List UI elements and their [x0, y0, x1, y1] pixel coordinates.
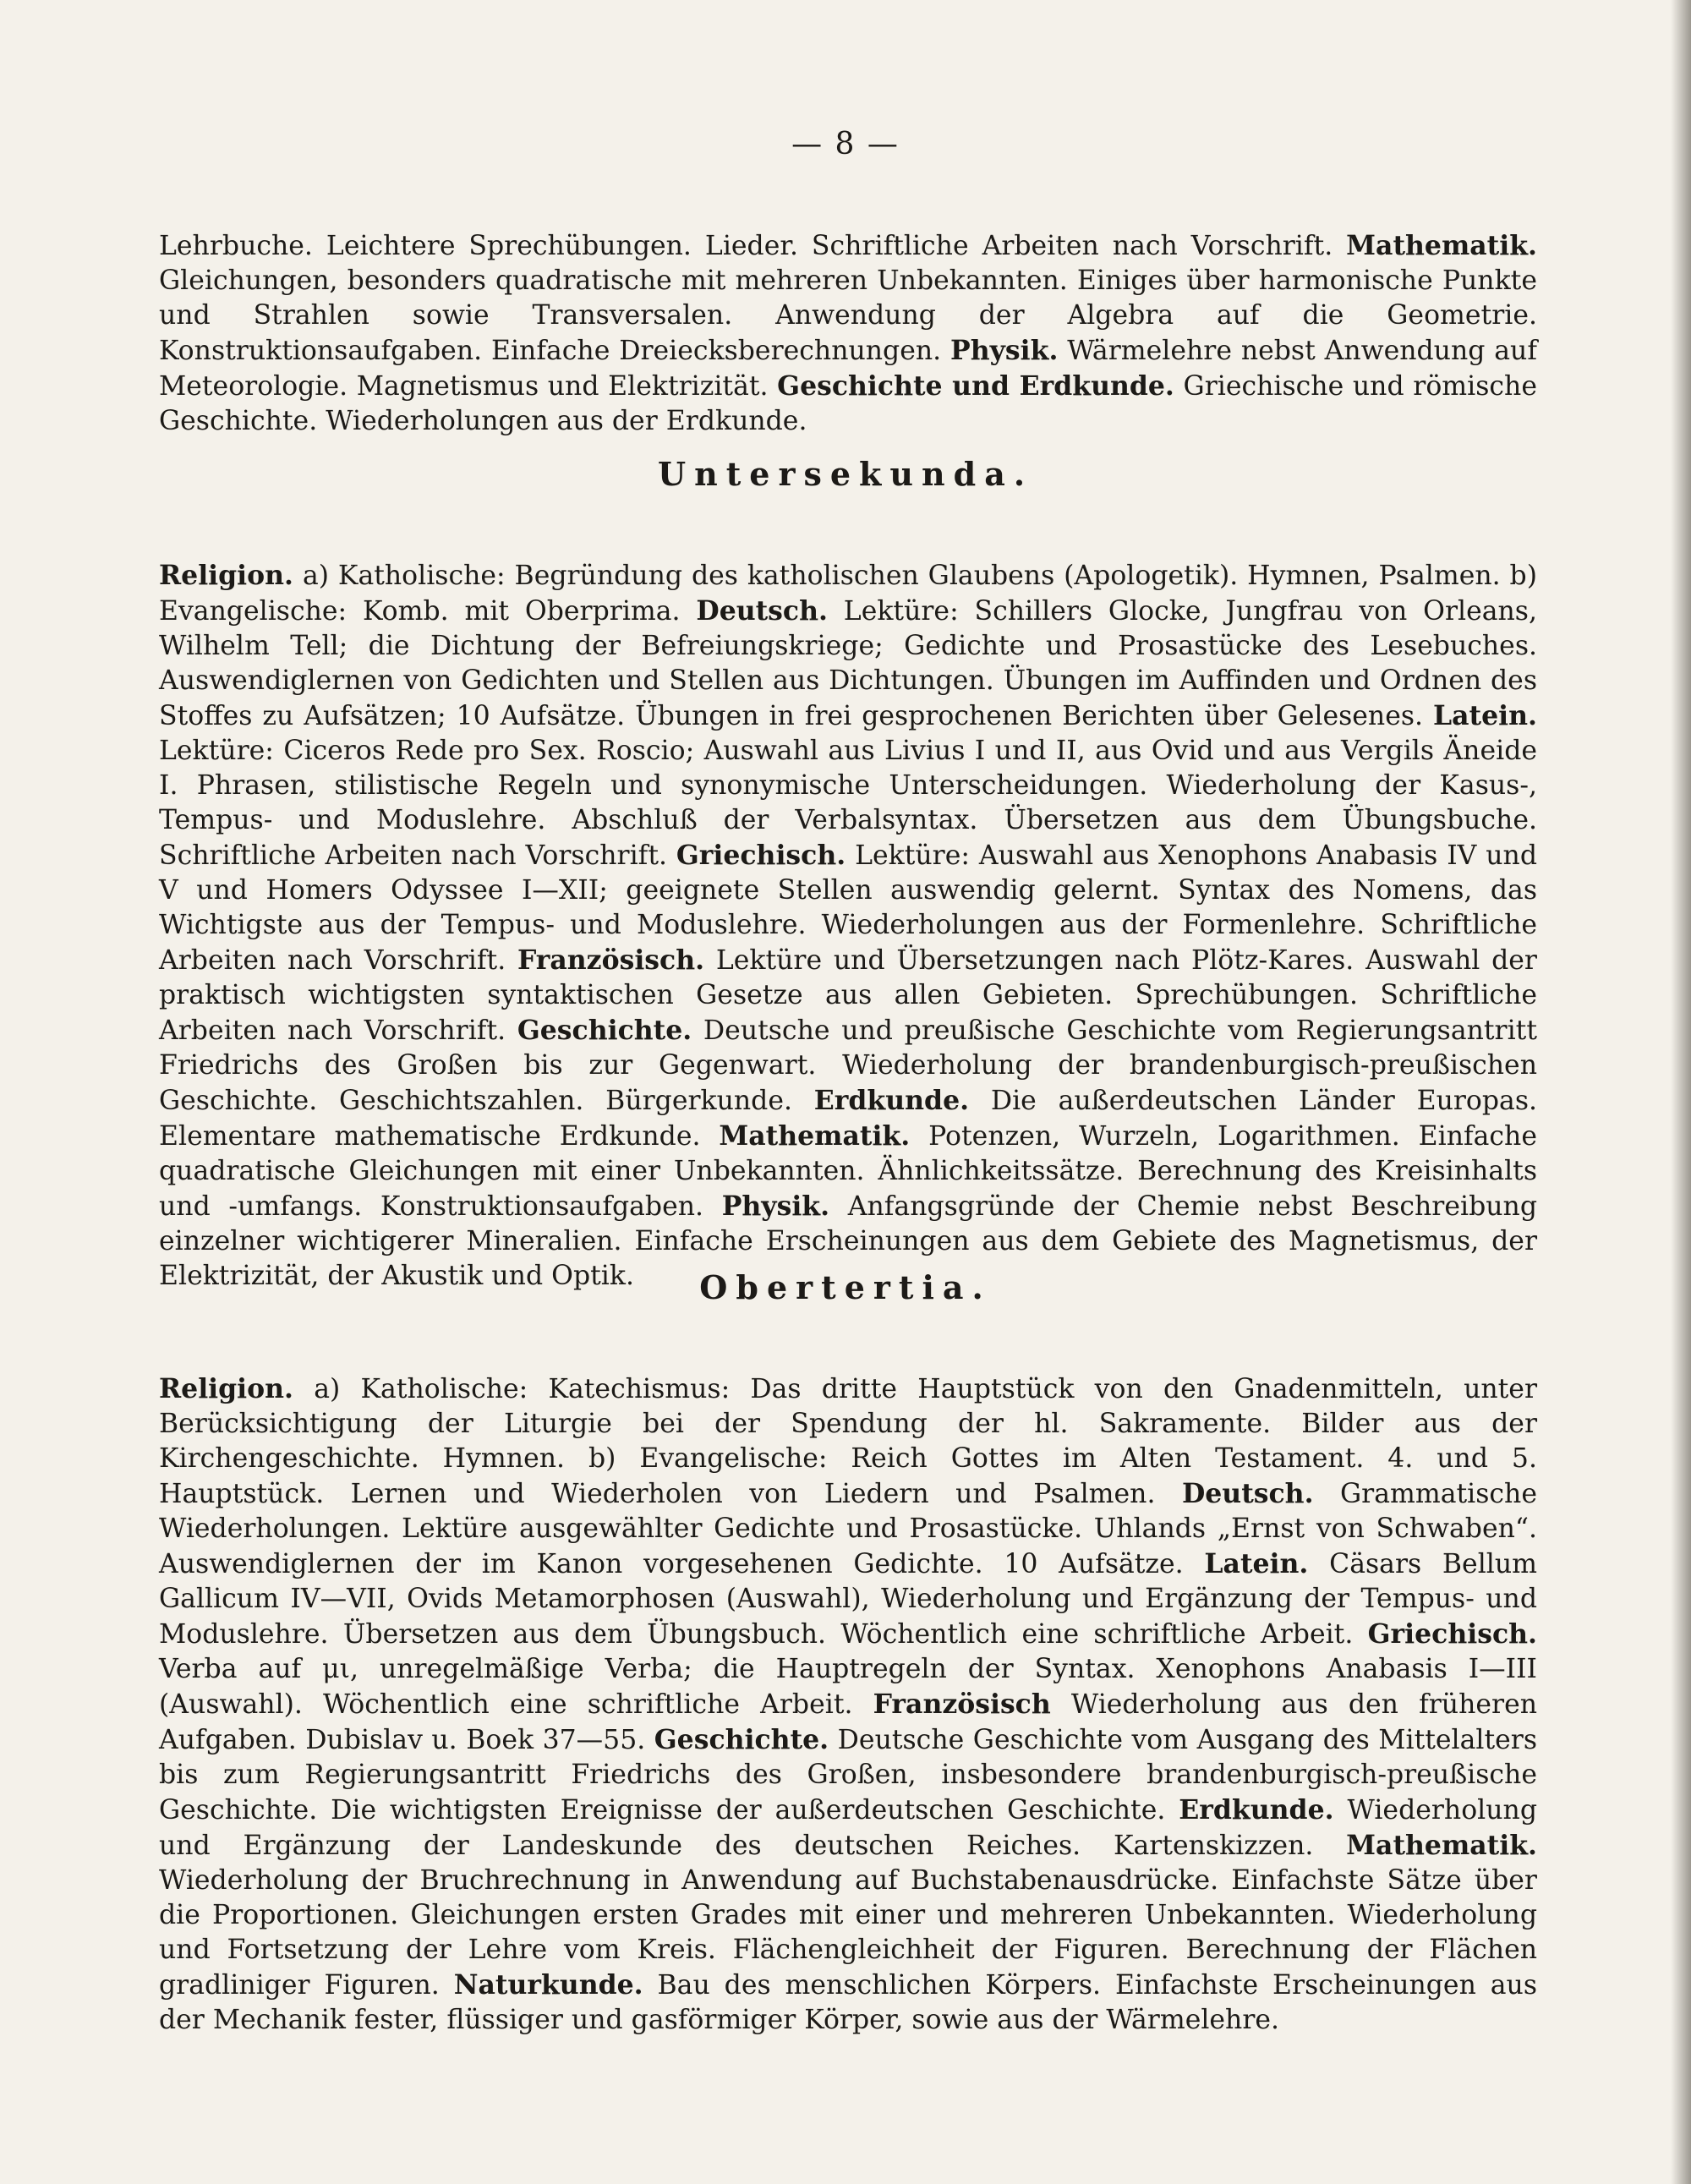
- subject-keyword: Religion.: [159, 1372, 294, 1404]
- text-run: Griechische und römische Geschichte. Wiederholungen aus der Erdkunde.: [159, 370, 1537, 436]
- subject-keyword: Französisch.: [517, 944, 705, 976]
- text-run: Bau des menschlichen Körpers. Einfachste Erscheinungen aus der Mechanik fester, flüssiger und gasförmiger Körper, sowie aus der Wärmelehre.: [159, 1969, 1537, 2035]
- text-run: Lektüre: Ciceros Rede pro Sex. Roscio; Auswahl aus Livius I und II, aus Ovid und aus Vergils Äneide I. Phrasen, stilistische Regeln und synonymische Unterscheidungen. Wiederholung der Kasus-, Tempus- und Moduslehre. Abschluß der Verbalsyntax. Übersetzen aus dem Übungsbuche. Schriftliche Arbeiten nach Vorschrift.: [159, 735, 1537, 871]
- subject-keyword: Französisch: [873, 1688, 1051, 1720]
- subject-keyword: Mathematik.: [1346, 229, 1537, 261]
- text-run: Anfangsgründe der Chemie nebst Beschreibung einzelner wichtigerer Mineralien. Einfache Erscheinungen aus dem Gebiete des Magnetismus, der Elektrizität, der Akustik und Optik.: [159, 1191, 1537, 1291]
- text-run: Lektüre: Schillers Glocke, Jungfrau von Orleans, Wilhelm Tell; die Dichtung der Befreiungskriege; Gedichte und Prosastücke des Lesebuches. Auswendiglernen von Gedichten und Stellen aus Dichtungen. Übungen im Auffinden und Ordnen des Stoffes zu Aufsätzen; 10 Aufsätze. Übungen in frei gesprochenen Berichten über Gelesenes.: [159, 595, 1537, 731]
- subject-keyword: Latein.: [1204, 1547, 1309, 1579]
- text-run: Cäsars Bellum Gallicum IV—VII, Ovids Metamorphosen (Auswahl), Wiederholung und Ergänzung der Tempus- und Moduslehre. Übersetzen aus dem Übungsbuch. Wöchentlich eine schriftliche Arbeit.: [159, 1548, 1537, 1650]
- subject-keyword: Mathematik.: [719, 1119, 911, 1152]
- text-run: Wiederholung aus den früheren Aufgaben. Dubislav u. Boek 37—55.: [159, 1689, 1538, 1755]
- intro-paragraph: [159, 228, 1537, 439]
- text-run: Lektüre: Auswahl aus Xenophons Anabasis IV und V und Homers Odyssee I—XII; geeignete Stellen auswendig gelernt. Syntax des Nomens, das Wichtigste aus der Tempus- und Moduslehre. Wiederholungen aus der Formenlehre. Schriftliche Arbeiten nach Vorschrift.: [159, 840, 1537, 976]
- subject-keyword: Physik.: [721, 1190, 830, 1222]
- text-run: Wärmelehre nebst Anwendung auf Meteorologie. Magnetismus und Elektrizität.: [159, 335, 1538, 402]
- subject-keyword: Physik.: [950, 334, 1059, 366]
- section-heading-obertertia: Obertertia.: [699, 1268, 992, 1306]
- text-run: Wiederholung und Ergänzung der Landeskunde des deutschen Reiches. Kartenskizzen.: [159, 1794, 1537, 1861]
- subject-keyword: Griechisch.: [1367, 1617, 1537, 1650]
- subject-keyword: Mathematik.: [1346, 1829, 1537, 1861]
- text-run: Deutsche und preußische Geschichte vom Regierungsantritt Friedrichs des Großen bis zur Gegenwart. Wiederholung der brandenburgisch-preußischen Geschichte. Geschichtszahlen. Bürgerkunde.: [159, 1015, 1538, 1116]
- text-run: Die außerdeutschen Länder Europas. Elementare mathematische Erdkunde.: [159, 1085, 1537, 1152]
- text-run: Deutsche Geschichte vom Ausgang des Mittelalters bis zum Regierungsantritt Friedrichs des Großen, insbesondere brandenburgisch-preußische Geschichte. Die wichtigsten Ereignisse der außerdeutschen Geschichte.: [159, 1724, 1538, 1825]
- subject-keyword: Geschichte und Erdkunde.: [777, 369, 1174, 402]
- text-run: a) Katholische: Katechismus: Das dritte Hauptstück von den Gnadenmitteln, unter Berücksichtigung der Liturgie bei der Spendung der hl. Sakramente. Bilder aus der Kirchengeschichte. Hymnen. b) Evangelische: Reich Gottes im Alten Testament. 4. und 5. Hauptstück. Lernen und Wiederholen von Liedern und Psalmen.: [159, 1373, 1537, 1509]
- subject-keyword: Naturkunde.: [453, 1968, 643, 2001]
- subject-keyword: Religion.: [159, 559, 294, 591]
- text-run: Potenzen, Wurzeln, Logarithmen. Einfache quadratische Gleichungen mit einer Unbekannten. Ähnlichkeitssätze. Berechnung des Kreisinhalts und -umfangs. Konstruktionsaufgaben.: [159, 1120, 1537, 1222]
- text-run: a) Katholische: Begründung des katholischen Glaubens (Apologetik). Hymnen, Psalmen. b) Evangelische: Komb. mit Oberprima.: [159, 560, 1537, 627]
- page-binding-edge: [1671, 0, 1691, 2184]
- section-body-untersekunda: [159, 558, 1537, 1294]
- section-heading-untersekunda: Untersekunda.: [657, 455, 1034, 493]
- text-run: Lektüre und Übersetzungen nach Plötz-Kares. Auswahl der praktisch wichtigsten syntaktischen Gesetze aus allen Gebieten. Sprechübungen. Schriftliche Arbeiten nach Vorschrift.: [159, 944, 1537, 1046]
- subject-keyword: Deutsch.: [1181, 1477, 1314, 1509]
- page-number: — 8 —: [791, 127, 900, 161]
- subject-keyword: Geschichte.: [517, 1014, 692, 1046]
- text-run: Verba auf μι, unregelmäßige Verba; die Hauptregeln der Syntax. Xenophons Anabasis I—III (Auswahl). Wöchentlich eine schriftliche Arbeit.: [159, 1653, 1537, 1720]
- subject-keyword: Erdkunde.: [1179, 1793, 1334, 1825]
- subject-keyword: Erdkunde.: [813, 1084, 970, 1116]
- text-run: Grammatische Wiederholungen. Lektüre ausgewählter Gedichte und Prosastücke. Uhlands „Ernst von Schwaben“. Auswendiglernen der im Kanon vorgesehenen Gedichte. 10 Aufsätze.: [159, 1478, 1537, 1579]
- subject-keyword: Griechisch.: [676, 839, 846, 871]
- text-run: Wiederholung der Bruchrechnung in Anwendung auf Buchstabenausdrücke. Einfachste Sätze über die Proportionen. Gleichungen ersten Grades mit einer und mehreren Unbekannten. Wiederholung und Fortsetzung der Lehre vom Kreis. Flächengleichheit der Figuren. Berechnung der Flächen gradliniger Figuren.: [159, 1864, 1537, 2001]
- text-run: Lehrbuche. Leichtere Sprechübungen. Lieder. Schriftliche Arbeiten nach Vorschrift.: [159, 230, 1347, 261]
- text-run: Gleichungen, besonders quadratische mit mehreren Unbekannten. Einiges über harmonische Punkte und Strahlen sowie Transversalen. Anwendung der Algebra auf die Geometrie. Konstruktionsaufgaben. Einfache Dreiecksberechnungen.: [159, 265, 1537, 366]
- section-body-obertertia: [159, 1371, 1537, 2038]
- subject-keyword: Geschichte.: [654, 1723, 829, 1755]
- subject-keyword: Deutsch.: [696, 594, 828, 627]
- subject-keyword: Latein.: [1433, 699, 1537, 731]
